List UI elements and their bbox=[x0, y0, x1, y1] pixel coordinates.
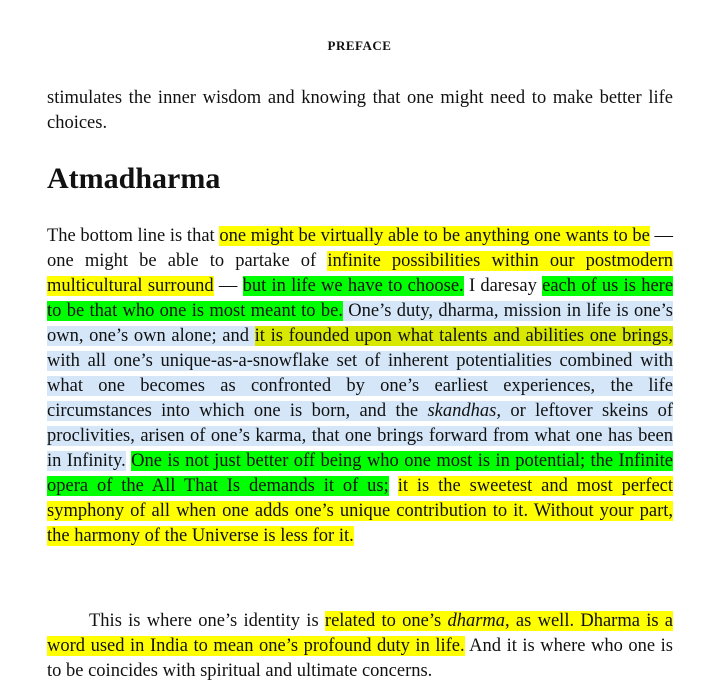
text-run: — bbox=[213, 276, 243, 296]
highlight-olive: it is founded upon what talents and abilities one brings, bbox=[254, 326, 673, 346]
text-run: — one might be able to partake of bbox=[47, 226, 673, 271]
highlight-green: each of us is here to be that who one is most meant to be. bbox=[47, 276, 674, 321]
highlight-yellow: one might be virtually able to be anything one wants to be bbox=[219, 226, 650, 246]
highlight-yellow: it is the sweetest and most perfect symphony of all when one adds one’s unique contribution to it. Without your part, the harmony of the Universe is less for it. bbox=[47, 476, 674, 546]
text-run: This is where one’s identity is bbox=[89, 611, 325, 631]
italic-term: dharma bbox=[447, 611, 506, 631]
section-heading: Atmadharma bbox=[47, 162, 221, 195]
text-run: , as well. Dharma is a word used in India to mean one’s profound duty in life. bbox=[47, 611, 674, 656]
intro-paragraph: stimulates the inner wisdom and knowing that one might need to make better life choices. bbox=[47, 88, 673, 133]
text-run: with all one’s unique-as-a-snowflake set of inherent potentialities combined with what one becomes as confronted by one’s earliest experiences, the life circumstances into which one is born, and the bbox=[47, 351, 673, 421]
text-run bbox=[389, 476, 398, 496]
highlight-green: but in life we have to choose. bbox=[242, 276, 464, 296]
text-run: or leftover skeins of proclivities, arisen of one’s karma, that one brings forward from what one has been in Infinity. bbox=[47, 401, 673, 471]
text-run: And it is where who one is to be coincides with spiritual and ultimate concerns. bbox=[47, 636, 673, 681]
running-header: PREFACE bbox=[327, 38, 392, 53]
highlight-yellow: infinite possibilities within our postmodern multicultural surround bbox=[47, 251, 674, 296]
text-run: I daresay bbox=[463, 276, 543, 296]
text-run: The bottom line is that bbox=[47, 226, 220, 246]
body-paragraph-2 bbox=[47, 609, 673, 684]
text-run: related to one’s bbox=[324, 611, 448, 631]
highlight-blue: One’s duty, dharma, mission in life is one’s own, one’s own alone; and bbox=[47, 301, 673, 346]
body-paragraph-1 bbox=[47, 224, 673, 549]
highlight-green: One is not just better off being who one most is in potential; the Infinite opera of the All That Is demands it of us; bbox=[47, 451, 673, 496]
italic-term: skandhas, bbox=[427, 401, 501, 421]
